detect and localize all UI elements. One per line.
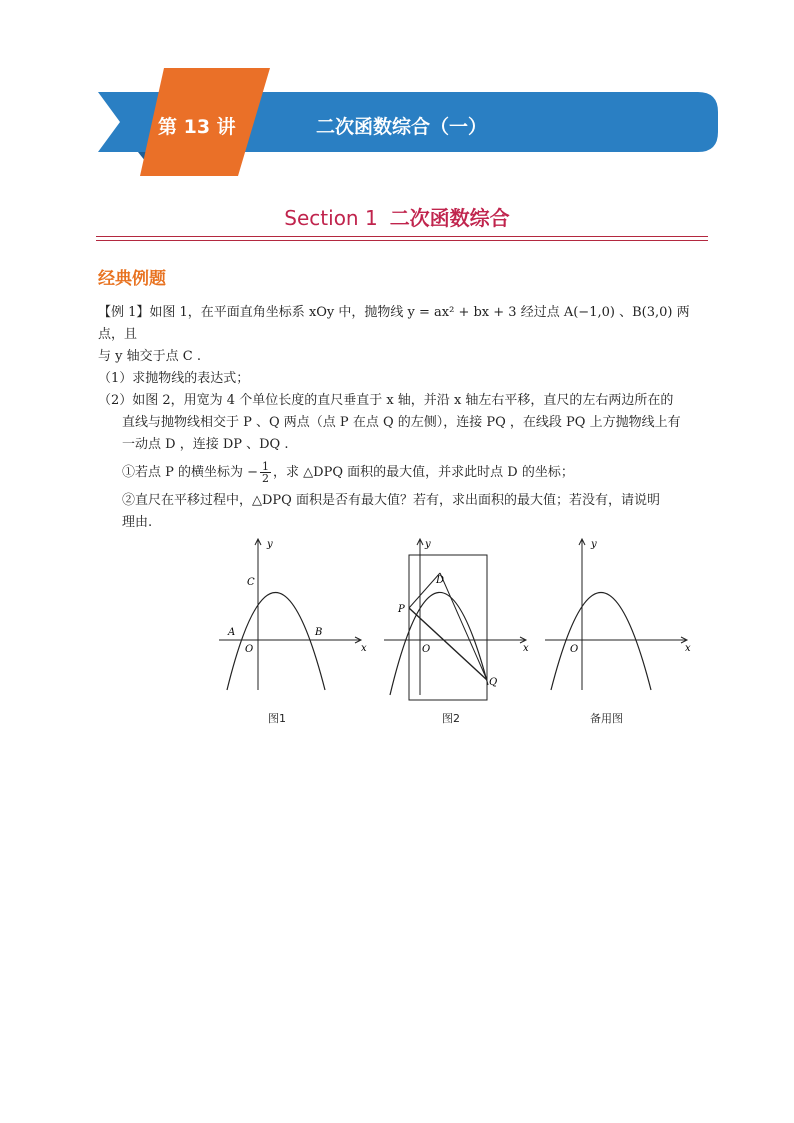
point-p-label: P	[398, 604, 405, 615]
point-b-label: B	[315, 627, 323, 638]
y-label: y	[267, 539, 273, 550]
ruler	[409, 555, 487, 700]
example-line: 【例 1】如图 1，在平面直角坐标系 xOy 中，抛物线 y = ax² + bx + 3 经过点 A(−1,0) 、B(3,0) 两点，且	[98, 305, 690, 342]
figure-2-caption: 图2	[442, 712, 460, 725]
question-1: （1）求抛物线的表达式；	[98, 371, 250, 386]
section-divider	[96, 236, 708, 237]
sub-question-2: ②直尺在平移过程中，△DPQ 面积是否有最大值？若有，求出面积的最大值；若没有，请说明	[122, 493, 660, 508]
example-line: 与 y 轴交于点 C .	[98, 349, 201, 364]
origin-label: O	[245, 644, 254, 655]
x-label: x	[361, 643, 367, 654]
segment-dq	[440, 573, 487, 680]
section-title-zh: 二次函数综合	[389, 206, 510, 230]
sub-question-1: ①若点 P 的横坐标为 − $\frac{1}{2}$ ，求 △DPQ 面积的最大值，并求此时点 D 的坐标；	[122, 460, 574, 485]
sub-heading: 经典例题	[98, 269, 166, 289]
parabola	[227, 593, 325, 691]
lecture-number: 第 13 讲	[158, 116, 236, 138]
parabola	[551, 593, 651, 691]
section-divider-thin	[96, 240, 708, 241]
point-q-label: Q	[489, 677, 498, 688]
x-label: x	[523, 643, 529, 654]
question-2-cont: 直线与抛物线相交于 P 、Q 两点（点 P 在点 Q 的左侧），连接 PQ ，在线段 PQ 上方抛物线上有	[122, 415, 681, 430]
point-c-label: C	[247, 577, 255, 588]
y-label: y	[591, 539, 597, 550]
figure-1	[215, 535, 365, 695]
origin-label: O	[570, 644, 579, 655]
sub-question-2-cont: 理由.	[122, 515, 153, 530]
x-label: x	[685, 643, 691, 654]
backup-figure	[541, 535, 691, 695]
point-a-label: A	[228, 627, 236, 638]
lecture-title: 二次函数综合（一）	[316, 116, 488, 138]
figure-2	[380, 535, 530, 705]
backup-figure-caption: 备用图	[590, 712, 623, 725]
fraction: $\frac{1}{2}$	[262, 460, 270, 485]
section-title	[0, 202, 794, 231]
point-d-label: D	[436, 575, 445, 586]
y-label: y	[425, 539, 431, 550]
section-title-en: Section 1	[284, 206, 378, 230]
question-2-cont: 一动点 D ，连接 DP 、DQ .	[122, 437, 289, 452]
figure-1-caption: 图1	[268, 712, 286, 725]
origin-label: O	[422, 644, 431, 655]
example-content	[98, 302, 710, 534]
question-2: （2）如图 2，用宽为 4 个单位长度的直尺垂直于 x 轴，并沿 x 轴左右平移，直尺的左右两边所在的	[98, 393, 674, 408]
